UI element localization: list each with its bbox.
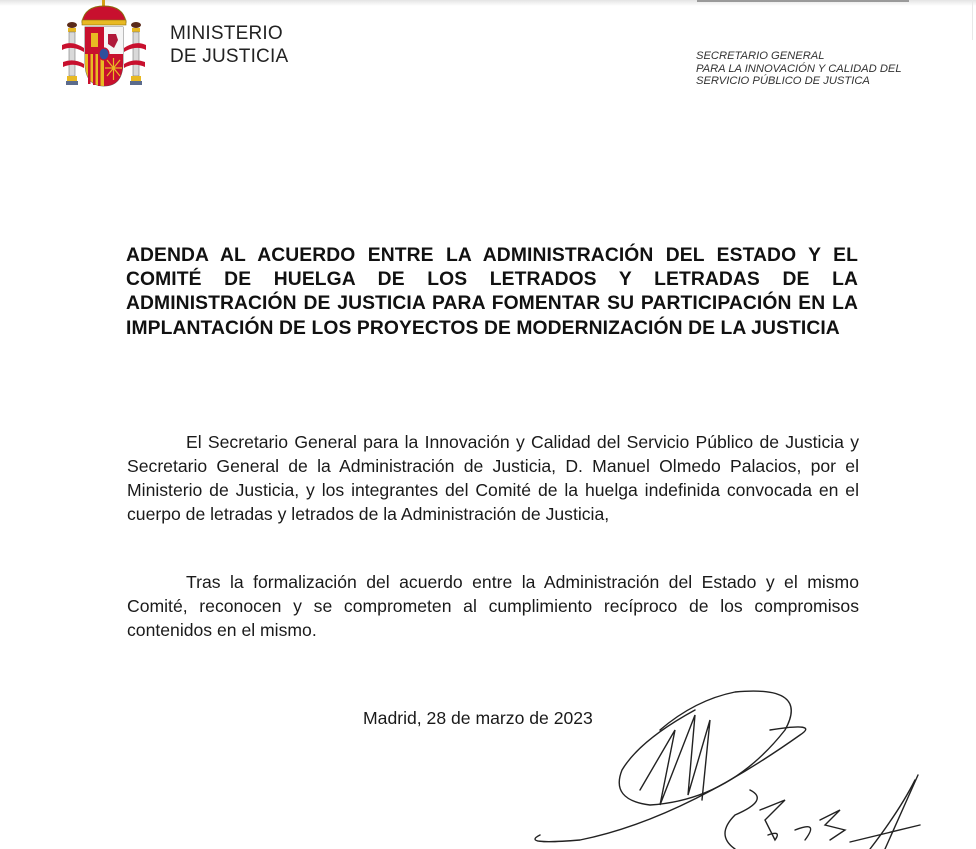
paragraph-commitment: Tras la formalización del acuerdo entre la Administración del Estado y el mismo Comité, reconocen y se comprometen al cumplimiento recíproco de los compromisos contenidos en el mismo. (127, 572, 859, 640)
spain-coat-of-arms-icon (60, 0, 150, 90)
paragraph-parties: El Secretario General para la Innovación y Calidad del Servicio Público de Justicia y Secretario General de la Administración de Justicia, D. Manuel Olmedo Palacios, por el Ministerio de Justicia, y los integrantes del Comité de la huelga indefinida convocada en el cuerpo de letradas y letrados de la Administración de Justicia, (127, 432, 859, 524)
ministry-line-2: DE JUSTICIA (170, 46, 289, 67)
scan-edge-bar (697, 0, 909, 2)
handwritten-signature-icon (520, 680, 976, 849)
place-and-date: Madrid, 28 de marzo de 2023 (363, 708, 593, 728)
secretary-line-3: SERVICIO PÚBLICO DE JUSTICA (696, 75, 870, 87)
ministry-name (170, 22, 288, 68)
document-title: ADENDA AL ACUERDO ENTRE LA ADMINISTRACIÓN DEL ESTADO Y EL COMITÉ DE HUELGA DE LOS LETRADOS Y LETRADAS DE LA ADMINISTRACIÓN DE JUSTICIA PARA FOMENTAR SU PARTICIPACIÓN EN LA IMPLANTACIÓN DE LOS PROYECTOS DE MODERNIZACIÓN DE LA JUSTICIA (126, 245, 858, 339)
secretary-line-2: PARA LA INNOVACIÓN Y CALIDAD DEL (696, 62, 902, 75)
page-edge (972, 0, 973, 40)
ministry-line-1: MINISTERIO (170, 23, 283, 44)
secretary-general-heading (696, 50, 902, 88)
secretary-line-1: SECRETARIO GENERAL (696, 50, 825, 62)
